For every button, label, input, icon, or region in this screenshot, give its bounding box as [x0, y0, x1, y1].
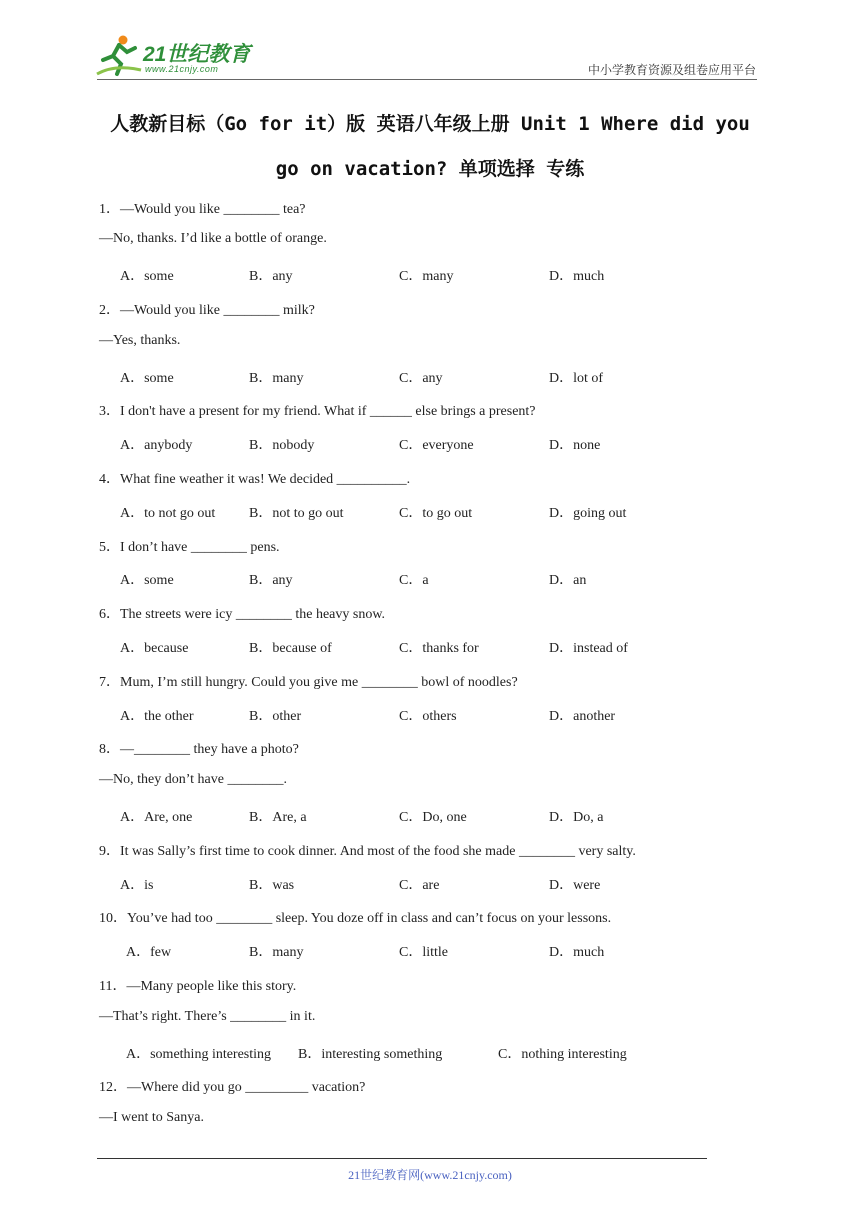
question-2-option-c[interactable]: C．any	[399, 371, 443, 386]
page-title-line-2: go on vacation? 单项选择 专练	[275, 158, 585, 180]
question-6-option-b[interactable]: B．because of	[249, 641, 332, 656]
question-5-option-b[interactable]: B．any	[249, 573, 293, 588]
question-6-stem: 6．The streets were icy ________ the heavy snow.	[99, 607, 386, 622]
question-1-option-c[interactable]: C．many	[399, 269, 454, 284]
question-4-stem: 4．What fine weather it was! We decided __________.	[99, 472, 411, 487]
question-9-option-d[interactable]: D．were	[549, 878, 601, 893]
question-11-option-a[interactable]: A．something interesting	[126, 1047, 272, 1062]
question-1-option-d[interactable]: D．much	[549, 269, 605, 284]
question-12-reply: —I went to Sanya.	[99, 1110, 204, 1125]
header-divider	[97, 79, 757, 80]
page-title-line-1: 人教新目标（Go for it）版 英语八年级上册 Unit 1 Where did you	[110, 113, 750, 135]
question-2-stem: 2．—Would you like ________ milk?	[99, 303, 315, 318]
logo	[95, 34, 265, 78]
question-10-option-d[interactable]: D．much	[549, 945, 605, 960]
question-9-option-a[interactable]: A．is	[120, 878, 154, 893]
question-8-option-d[interactable]: D．Do, a	[549, 810, 604, 825]
question-3-option-c[interactable]: C．everyone	[399, 438, 474, 453]
question-7-stem: 7．Mum, I’m still hungry. Could you give me ________ bowl of noodles?	[99, 675, 518, 690]
question-11-option-c[interactable]: C．nothing interesting	[498, 1047, 627, 1062]
question-11-option-b[interactable]: B．interesting something	[298, 1047, 443, 1062]
question-8-reply: —No, they don’t have ________.	[99, 772, 287, 787]
question-3-stem: 3．I don't have a present for my friend. What if ______ else brings a present?	[99, 404, 536, 419]
question-7-option-d[interactable]: D．another	[549, 709, 616, 724]
page-header	[0, 0, 860, 82]
question-2-option-b[interactable]: B．many	[249, 371, 304, 386]
logo-site-text: www.21cnjy.com	[145, 64, 219, 74]
question-8-option-b[interactable]: B．Are, a	[249, 810, 307, 825]
question-1-option-b[interactable]: B．any	[249, 269, 293, 284]
platform-label: 中小学教育资源及组卷应用平台	[587, 63, 756, 77]
question-1-option-a[interactable]: A．some	[120, 269, 174, 284]
question-7-option-b[interactable]: B．other	[249, 709, 302, 724]
question-6-option-c[interactable]: C．thanks for	[399, 641, 479, 656]
question-7-option-c[interactable]: C．others	[399, 709, 457, 724]
question-11-reply: —That’s right. There’s ________ in it.	[99, 1009, 316, 1024]
footer-link[interactable]: 21世纪教育网(www.21cnjy.com)	[348, 1168, 512, 1182]
question-8-option-c[interactable]: C．Do, one	[399, 810, 467, 825]
runner-logo-icon	[95, 34, 145, 78]
question-10-option-c[interactable]: C．little	[399, 945, 448, 960]
question-6-option-d[interactable]: D．instead of	[549, 641, 628, 656]
question-7-option-a[interactable]: A．the other	[120, 709, 194, 724]
question-9-option-b[interactable]: B．was	[249, 878, 295, 893]
question-10-stem: 10．You’ve had too ________ sleep. You doze off in class and can’t focus on your lessons.	[99, 911, 612, 926]
question-9-stem: 9．It was Sally’s first time to cook dinner. And most of the food she made ________ very salty.	[99, 844, 636, 859]
question-1-reply: —No, thanks. I’d like a bottle of orange.	[99, 231, 327, 246]
question-12-stem: 12．—Where did you go _________ vacation?	[99, 1080, 366, 1095]
logo-brand-text: 21世纪教育	[143, 43, 251, 66]
question-2-reply: —Yes, thanks.	[99, 333, 181, 348]
question-5-stem: 5．I don’t have ________ pens.	[99, 540, 280, 555]
question-1-stem: 1．—Would you like ________ tea?	[99, 202, 306, 217]
question-5-option-c[interactable]: C．a	[399, 573, 429, 588]
question-10-option-b[interactable]: B．many	[249, 945, 304, 960]
question-3-option-b[interactable]: B．nobody	[249, 438, 315, 453]
question-4-option-c[interactable]: C．to go out	[399, 506, 473, 521]
question-4-option-a[interactable]: A．to not go out	[120, 506, 216, 521]
question-2-option-d[interactable]: D．lot of	[549, 371, 604, 386]
question-8-stem: 8．—________ they have a photo?	[99, 742, 299, 757]
question-8-option-a[interactable]: A．Are, one	[120, 810, 193, 825]
question-5-option-d[interactable]: D．an	[549, 573, 587, 588]
question-2-option-a[interactable]: A．some	[120, 371, 174, 386]
question-3-option-d[interactable]: D．none	[549, 438, 601, 453]
question-4-option-b[interactable]: B．not to go out	[249, 506, 344, 521]
question-3-option-a[interactable]: A．anybody	[120, 438, 193, 453]
question-5-option-a[interactable]: A．some	[120, 573, 174, 588]
question-6-option-a[interactable]: A．because	[120, 641, 189, 656]
question-4-option-d[interactable]: D．going out	[549, 506, 627, 521]
question-9-option-c[interactable]: C．are	[399, 878, 440, 893]
footer-divider	[97, 1158, 707, 1159]
question-11-stem: 11．—Many people like this story.	[99, 979, 297, 994]
question-10-option-a[interactable]: A．few	[126, 945, 172, 960]
